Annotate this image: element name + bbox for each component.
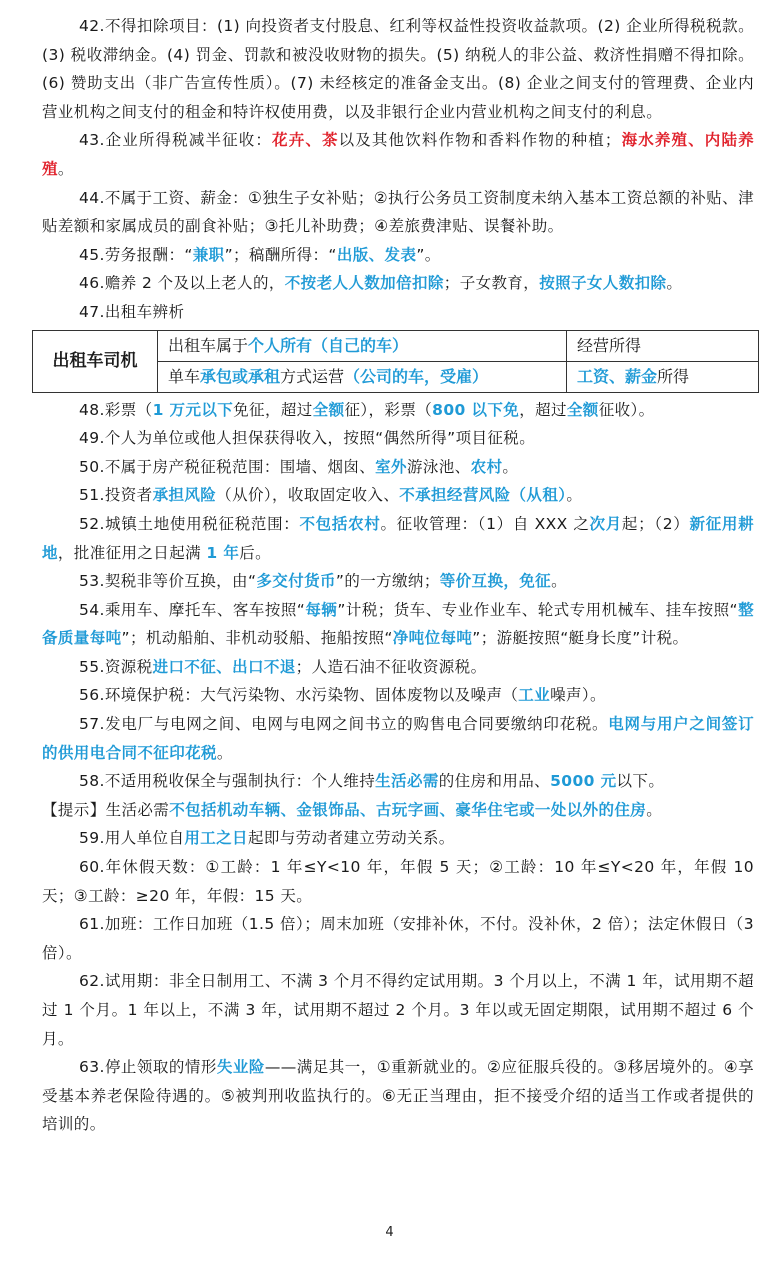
list-item <box>42 241 754 270</box>
highlight-text: （公司的车，受雇） <box>344 366 489 386</box>
list-item <box>42 824 754 853</box>
highlight-text: 整备质量每吨 <box>42 600 754 648</box>
text-run: 62.试用期：非全日制用工、不满 3 个月不得约定试用期。3 个月以上，不满 1 年，试用期不超过 1 个月。1 年以上，不满 3 年，试用期不超过 2 个月。3 年以或无固定期限，试用期不超过 6 个月。 <box>42 972 754 1048</box>
list-item <box>42 396 754 425</box>
list-item <box>42 653 754 682</box>
text-run: 。征收管理：（1）自 XXX 之 <box>380 514 590 533</box>
highlight-text: 不按老人人数加倍扣除 <box>284 274 444 293</box>
highlight-text: 不承担经营风险（从租） <box>399 486 567 505</box>
list-item <box>42 510 754 567</box>
highlight-text: 等价互换，免征 <box>439 572 552 591</box>
list-item <box>42 481 754 510</box>
highlight-text: 次月 <box>589 514 622 533</box>
list-item <box>42 710 754 767</box>
highlight-text: 不包括农村 <box>299 514 381 533</box>
highlight-text: 1 年 <box>206 543 240 562</box>
text-run: ”。 <box>416 245 441 264</box>
table-row <box>33 330 759 361</box>
list-item <box>42 796 754 825</box>
list-item <box>42 1053 754 1139</box>
text-run: 58.不适用税收保全与强制执行：个人维持 <box>79 772 376 791</box>
highlight-text: 承担风险 <box>152 486 217 505</box>
text-run: （从价），收取固定收入、 <box>216 486 400 505</box>
table-header-cell: 出租车司机 <box>33 330 158 392</box>
text-run: 。 <box>646 800 663 819</box>
text-run: 经营所得 <box>577 335 642 355</box>
highlight-text: 每辆 <box>305 600 338 619</box>
text-run: 后。 <box>239 543 272 562</box>
text-run: ；子女教育， <box>443 274 540 293</box>
text-run: 征），彩票（ <box>344 400 433 419</box>
text-run: 起；（2） <box>621 514 690 533</box>
list-item <box>42 453 754 482</box>
content-column <box>42 12 754 1139</box>
list-item <box>42 269 754 298</box>
text-run: 57.发电厂与电网之间、电网与电网之间书立的购售电合同要缴纳印花税。 <box>79 715 609 734</box>
list-item <box>42 853 754 910</box>
text-run: 。 <box>666 274 683 293</box>
highlight-text: 室外 <box>375 457 407 476</box>
highlight-text: 按照子女人数扣除 <box>539 274 667 293</box>
list-item <box>42 967 754 1053</box>
highlight-text: 净吨位每吨 <box>392 629 473 648</box>
text-run: 所得 <box>657 366 690 386</box>
text-run: 。 <box>57 159 74 178</box>
text-run: 53.契税非等价互换，由“ <box>79 572 257 591</box>
text-run: 出租车属于 <box>168 335 249 355</box>
highlight-text: 承包或承租 <box>200 366 281 386</box>
text-run: 噪声）。 <box>550 686 606 705</box>
page-number: 4 <box>385 1225 394 1240</box>
items-48-63 <box>42 396 754 1139</box>
list-item <box>42 126 754 183</box>
text-run: 52.城镇土地使用税征税范围： <box>79 514 300 533</box>
highlight-text: 个人所有（自己的车） <box>248 335 409 355</box>
text-run: 【提示】生活必需 <box>42 800 170 819</box>
highlight-text: 全额 <box>566 400 599 419</box>
text-run: 起即与劳动者建立劳动关系。 <box>247 829 455 848</box>
text-run: 。 <box>502 457 519 476</box>
table-cell <box>567 330 759 361</box>
list-item <box>42 184 754 241</box>
list-item <box>42 298 754 327</box>
highlight-text: 新征用耕地 <box>42 514 754 562</box>
text-run: 方式运营 <box>280 366 345 386</box>
highlight-text: 工资、薪金 <box>577 366 658 386</box>
text-run: 。 <box>551 572 567 591</box>
text-run: 以下。 <box>616 772 665 791</box>
text-run: 47.出租车辨析 <box>79 302 185 321</box>
text-run: 55.资源税 <box>79 657 153 676</box>
text-run: 单车 <box>168 366 201 386</box>
text-run: 49.个人为单位或他人担保获得收入，按照“偶然所得”项目征税。 <box>79 429 536 448</box>
highlight-text: 不包括机动车辆、金银饰品、古玩字画、豪华住宅或一处以外的住房 <box>169 800 647 819</box>
text-run: 61.加班：工作日加班（1.5 倍）；周末加班（安排补休，不付。没补休，2 倍）；法定休假日（3 倍）。 <box>42 915 754 962</box>
text-run: ”计税；货车、专业作业车、轮式专用机械车、挂车按照“ <box>337 600 738 619</box>
text-run: 54.乘用车、摩托车、客车按照“ <box>79 600 306 619</box>
list-item <box>42 767 754 796</box>
highlight-text: 工业 <box>518 686 551 705</box>
text-run: 游泳池、 <box>406 457 471 476</box>
text-run: 。 <box>566 486 583 505</box>
text-run: ，批准征用之日起满 <box>57 543 207 562</box>
highlight-text: 花卉、茶 <box>272 131 339 150</box>
taxi-driver-table <box>32 330 759 393</box>
text-run: ”的一方缴纳； <box>335 572 440 591</box>
list-item <box>42 424 754 453</box>
text-run: ；人造石油不征收资源税。 <box>295 657 487 676</box>
highlight-text: 电网与用户之间签订的供用电合同不征印花税 <box>42 715 754 762</box>
text-run: ，超过 <box>519 400 567 419</box>
text-run: 43.企业所得税减半征收： <box>79 131 273 150</box>
text-run: ”；稿酬所得：“ <box>224 245 337 264</box>
highlight-text: 1 万元以下 <box>152 400 234 419</box>
highlight-text: 失业险 <box>216 1058 265 1077</box>
text-run: 56.环境保护税：大气污染物、水污染物、固体废物以及噪声（ <box>79 686 519 705</box>
highlight-text: 800 以下免 <box>432 400 520 419</box>
text-run: ——满足其一，①重新就业的。②应征服兵役的。③移居境外的。④享受基本养老保险待遇的。⑤被判刑收监执行的。⑥无正当理由，拒不接受介绍的适当工作或者提供的培训的。 <box>42 1058 755 1134</box>
list-item <box>42 567 754 596</box>
text-run: 45.劳务报酬：“ <box>79 245 193 264</box>
text-run: 44.不属于工资、薪金：①独生子女补贴；②执行公务员工资制度未纳入基本工资总额的补贴、津贴差额和家属成员的副食补贴；③托儿补助费；④差旅费津贴、误餐补助。 <box>42 188 754 236</box>
text-run: 42.不得扣除项目：(1) 向投资者支付股息、红利等权益性投资收益款项。(2) 企业所得税税款。(3) 税收滞纳金。(4) 罚金、罚款和被没收财物的损失。(5) 纳税人的非公益、救济性捐赠不得扣除。(6) 赞助支出（非广告宣传性质）。(7) 未经核定的准备金支出。(8) 企业之间支付的管理费、企业内营业机构之间支付的租金和特许权使用费，以及非银行企业内营业机构之间支付的利息。 <box>42 17 754 121</box>
list-item <box>42 681 754 710</box>
text-run: 46.赡养 2 个及以上老人的， <box>79 274 285 293</box>
highlight-text: 海水养殖、内陆养殖 <box>42 131 754 178</box>
table-cell <box>567 361 759 392</box>
text-run: 51.投资者 <box>79 486 153 505</box>
list-item <box>42 910 754 967</box>
text-run: 60.年休假天数：①工龄：1 年≤Y<10 年，年假 5 天；②工龄：10 年≤Y<20 年，年假 10 天；③工龄：≥20 年，年假：15 天。 <box>42 858 754 905</box>
table-cell <box>158 361 567 392</box>
table-cell <box>158 330 567 361</box>
highlight-text: 5000 元 <box>550 772 617 791</box>
text-run: 征收）。 <box>598 400 655 419</box>
text-run: 。 <box>216 743 233 762</box>
highlight-text: 生活必需 <box>375 772 439 791</box>
highlight-text: 农村 <box>470 457 503 476</box>
highlight-text: 进口不征、出口不退 <box>152 657 296 676</box>
highlight-text: 多交付货币 <box>256 572 336 591</box>
text-run: 63.停止领取的情形 <box>79 1058 217 1077</box>
highlight-text: 用工之日 <box>184 829 248 848</box>
text-run: 免征，超过 <box>233 400 313 419</box>
text-run: ”；游艇按照“艇身长度”计税。 <box>472 629 689 648</box>
highlight-text: 出版、发表 <box>336 245 417 264</box>
list-item <box>42 596 754 653</box>
text-run: 59.用人单位自 <box>79 829 185 848</box>
items-42-47 <box>42 12 754 327</box>
list-item <box>42 12 754 126</box>
text-run: 的住房和用品、 <box>438 772 551 791</box>
text-run: 50.不属于房产税征税范围：围墙、烟囱、 <box>79 457 376 476</box>
highlight-text: 全额 <box>312 400 345 419</box>
text-run: 以及其他饮料作物和香料作物的种植； <box>338 131 621 150</box>
text-run: ”；机动船舶、非机动驳船、拖船按照“ <box>121 629 393 648</box>
highlight-text: 兼职 <box>192 245 225 264</box>
text-run: 48.彩票（ <box>79 400 153 419</box>
